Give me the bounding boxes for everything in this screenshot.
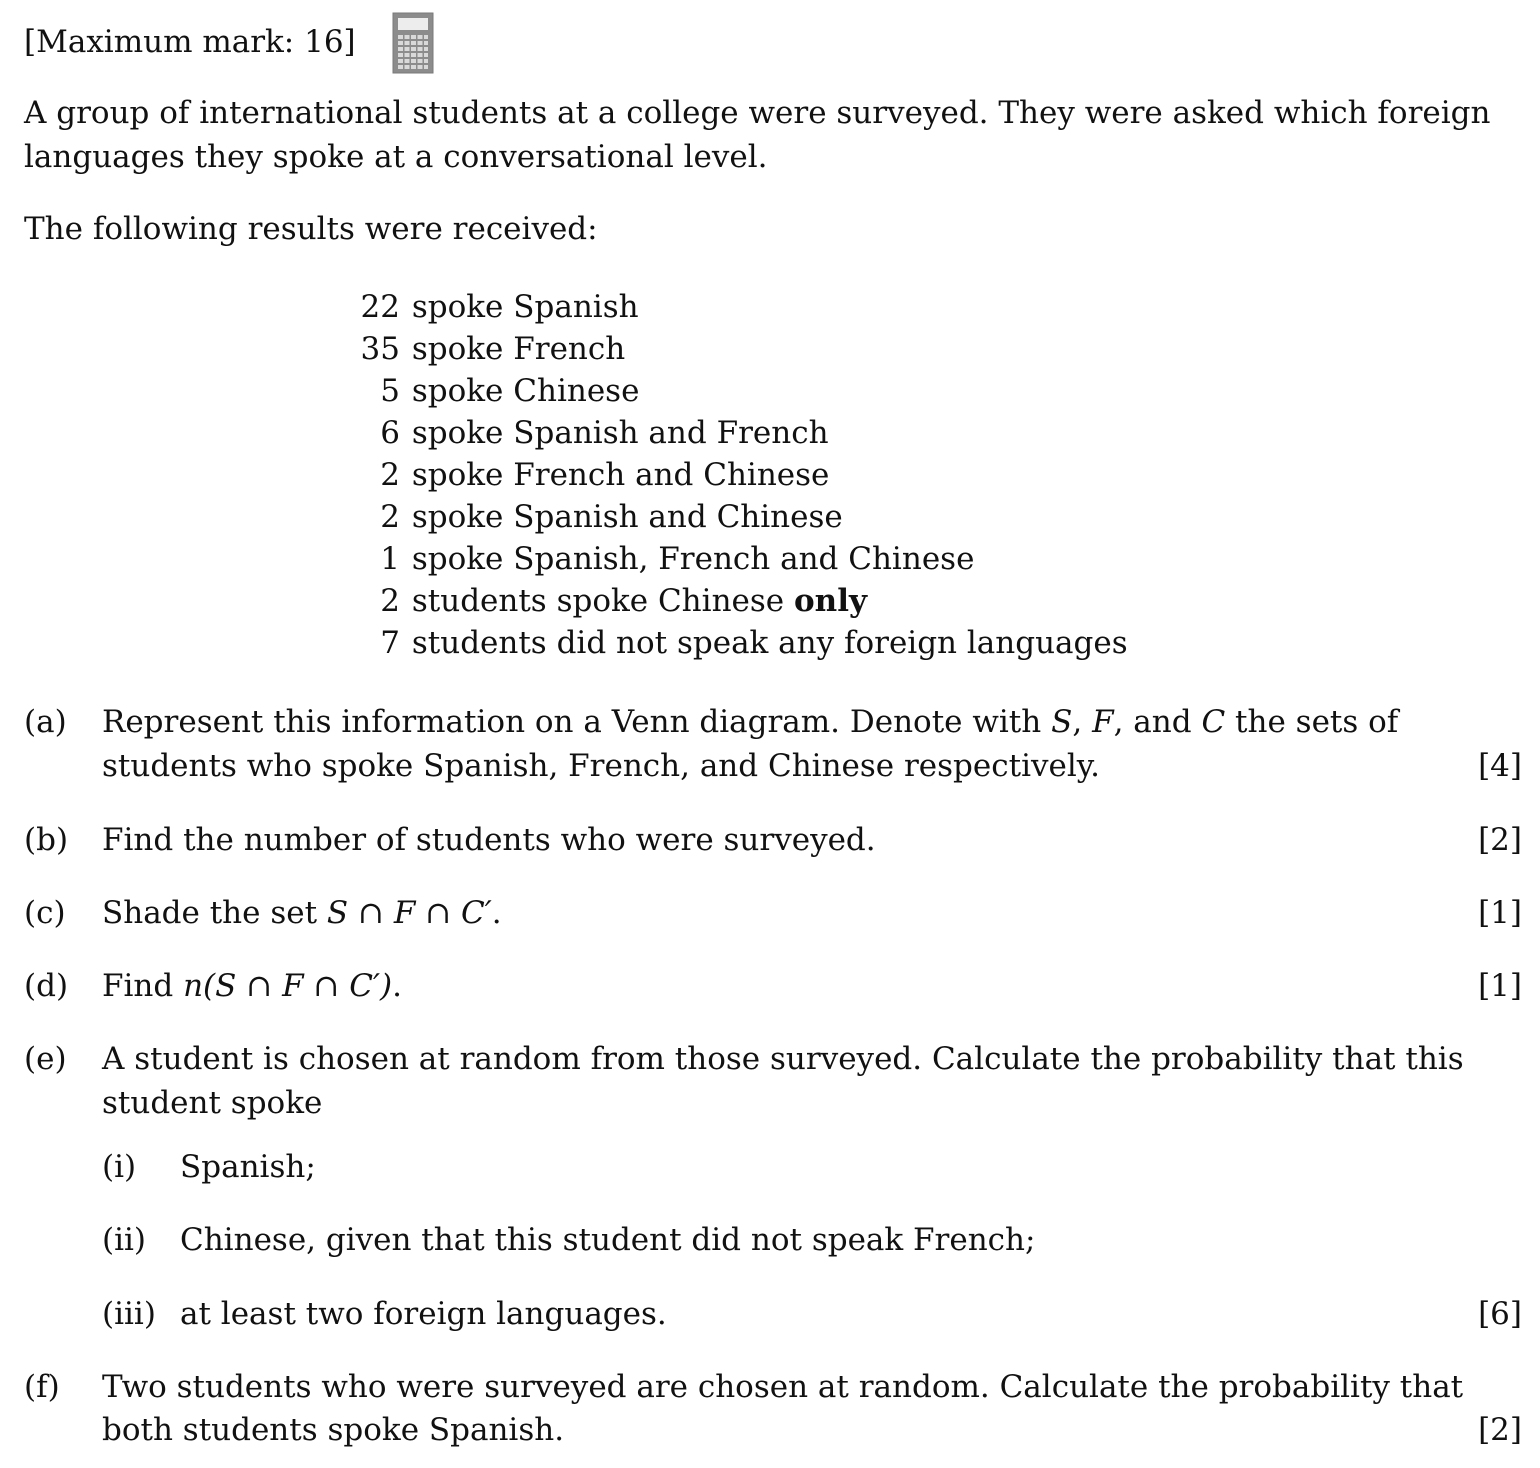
result-row: 7 students did not speak any foreign languages: [380, 625, 1128, 661]
intro-line-1: A group of international students at a college were surveyed. They were asked which foreign: [24, 95, 1491, 131]
question-e-marks: [6]: [1478, 1296, 1522, 1332]
calculator-icon: [392, 12, 434, 74]
result-row: 5 spoke Chinese: [380, 373, 640, 409]
question-b-label: (b): [24, 822, 69, 858]
question-c-label: (c): [24, 895, 66, 931]
question-a-line-1: Represent this information on a Venn diagram. Denote with S, F, and C the sets of: [102, 704, 1399, 740]
question-c-marks: [1]: [1478, 895, 1522, 931]
question-b-text: Find the number of students who were surveyed.: [102, 822, 876, 858]
question-c-text: Shade the set S ∩ F ∩ C′.: [102, 895, 502, 931]
question-e-line-2: student spoke: [102, 1085, 323, 1121]
question-e-ii-label: (ii): [102, 1222, 147, 1258]
results-intro: The following results were received:: [24, 211, 598, 247]
question-e-line-1: A student is chosen at random from those surveyed. Calculate the probability that this: [102, 1041, 1464, 1077]
question-f-line-1: Two students who were surveyed are chosen at random. Calculate the probability that: [102, 1369, 1464, 1405]
question-b-marks: [2]: [1478, 822, 1522, 858]
result-row: 2 students spoke Chinese only: [380, 583, 868, 619]
question-e-i-text: Spanish;: [180, 1149, 316, 1185]
result-row: 2 spoke Spanish and Chinese: [380, 499, 843, 535]
result-row: 35 spoke French: [360, 331, 626, 367]
max-mark-label: [Maximum mark: 16]: [24, 24, 356, 60]
question-a-label: (a): [24, 704, 67, 740]
question-d-label: (d): [24, 968, 69, 1004]
question-a-line-2: students who spoke Spanish, French, and Chinese respectively.: [102, 748, 1101, 784]
question-e-ii-text: Chinese, given that this student did not speak French;: [180, 1222, 1036, 1258]
emphasis-only: only: [794, 583, 868, 619]
question-f-line-2: both students spoke Spanish.: [102, 1412, 565, 1448]
result-row: 22 spoke Spanish: [360, 289, 639, 325]
question-e-label: (e): [24, 1041, 67, 1077]
result-row: 6 spoke Spanish and French: [380, 415, 829, 451]
intro-line-2: languages they spoke at a conversational level.: [24, 139, 768, 175]
question-d-text: Find n(S ∩ F ∩ C′).: [102, 968, 402, 1004]
result-row: 1 spoke Spanish, French and Chinese: [380, 541, 975, 577]
question-e-iii-label: (iii): [102, 1296, 156, 1332]
result-row: 2 spoke French and Chinese: [380, 457, 830, 493]
question-e-i-label: (i): [102, 1149, 137, 1185]
set-expression: S ∩ F ∩ C′: [326, 895, 492, 931]
question-a-marks: [4]: [1478, 748, 1522, 784]
question-f-marks: [2]: [1478, 1412, 1522, 1448]
question-e-iii-text: at least two foreign languages.: [180, 1296, 667, 1332]
cardinality-expression: n(S ∩ F ∩ C′): [183, 968, 393, 1004]
survey-results-list: [356, 287, 1128, 665]
question-f-label: (f): [24, 1369, 60, 1405]
question-d-marks: [1]: [1478, 968, 1522, 1004]
